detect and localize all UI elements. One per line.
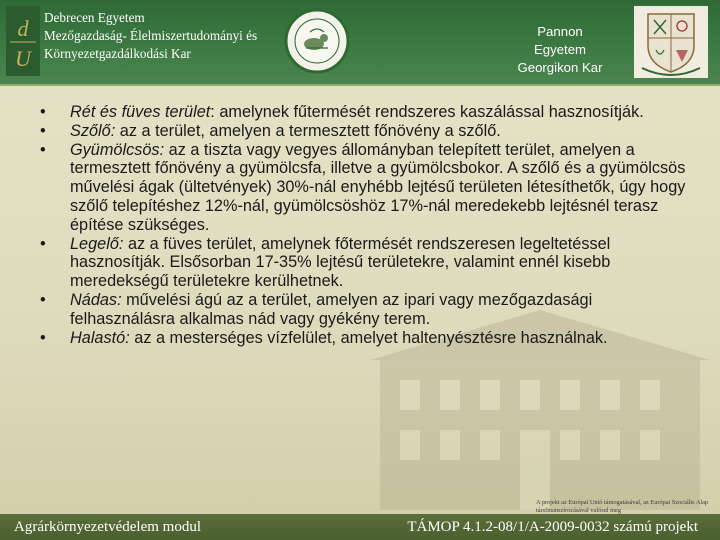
item-text: : amelynek fűtermését rendszeres kaszálással hasznosítják. [210, 103, 644, 121]
bullet-icon: • [40, 103, 46, 121]
right-title-line: Georgikon Kar [517, 60, 603, 75]
right-institution-title [514, 23, 606, 77]
item-term: Rét és füves terület [70, 103, 211, 121]
left-institution-title [44, 9, 257, 63]
faculty-seal-icon [284, 8, 350, 74]
footer-module-title: Agrárkörnyezetvédelem modul [14, 519, 202, 535]
bullet-list [30, 103, 690, 347]
item-text: művelési ágú az a terület, amelyen az ipari vagy mezőgazdasági felhasználásra alkalmas nád vagy gyékény terem. [70, 290, 593, 328]
item-term: Szőlő: [70, 121, 116, 140]
item-text: az a terület, amelyen a termesztett főnövény a szőlő. [115, 121, 501, 140]
item-text: az a tiszta vagy vegyes állományban telepített terület, amelyen a termesztett főnövény a gyümölcsfa, illetve a gyümölcsbokor. A szőlő és a gyümölcsös művelési ágak (ültetvények) 30%-nál enyhébb lejtésű területen létesíthetők, úgy hogy szőlő telepítéshez 12%-nál, gyümölcsöshöz 17%-nál meredekebb lejtésnél terasz építése szükséges. [70, 140, 686, 234]
header-divider [0, 84, 720, 86]
left-title-line: Debrecen Egyetem [44, 10, 145, 25]
university-logo-icon [6, 6, 40, 76]
eu-funding-note: A projekt az Európai Unió támogatásával, az Európai Szociális Alap társfinanszírozásával valósul meg [536, 499, 709, 514]
bullet-icon: • [40, 234, 46, 253]
list-item [30, 122, 690, 141]
svg-text:U: U [15, 46, 31, 71]
footer [0, 514, 720, 540]
list-item [30, 141, 690, 235]
right-title-line: Pannon Egyetem [533, 24, 587, 57]
item-term: Gyümölcsös: [70, 140, 165, 159]
georgikon-crest-icon [634, 6, 708, 78]
item-term: Halastó: [70, 328, 130, 347]
footer-project-id: TÁMOP 4.1.2-08/1/A-2009-0032 számú projekt [407, 519, 698, 535]
svg-text:d: d [17, 16, 29, 41]
left-title-line: Környezetgazdálkodási Kar [44, 46, 191, 61]
list-item [30, 235, 690, 291]
list-item [30, 291, 690, 329]
bullet-icon: • [40, 290, 46, 309]
item-term: Legelő: [70, 234, 124, 253]
item-text: az a mesterséges vízfelület, amelyet haltenyésztésre használnak. [129, 328, 608, 347]
list-item [30, 103, 690, 122]
header [0, 0, 720, 84]
left-title-line: Mezőgazdaság- Élelmiszertudományi és [44, 28, 258, 43]
bullet-icon: • [40, 328, 46, 347]
bullet-icon: • [40, 140, 46, 159]
bullet-icon: • [40, 121, 46, 140]
item-term: Nádas: [70, 290, 122, 309]
item-text: az a füves terület, amelynek főtermését rendszeresen legeltetéssel hasznosítják. Elsősorban 17-35% lejtésű területekre, valamint ennél kisebb meredekségű területekre kerülhetnek. [70, 234, 611, 291]
list-item [30, 329, 690, 348]
